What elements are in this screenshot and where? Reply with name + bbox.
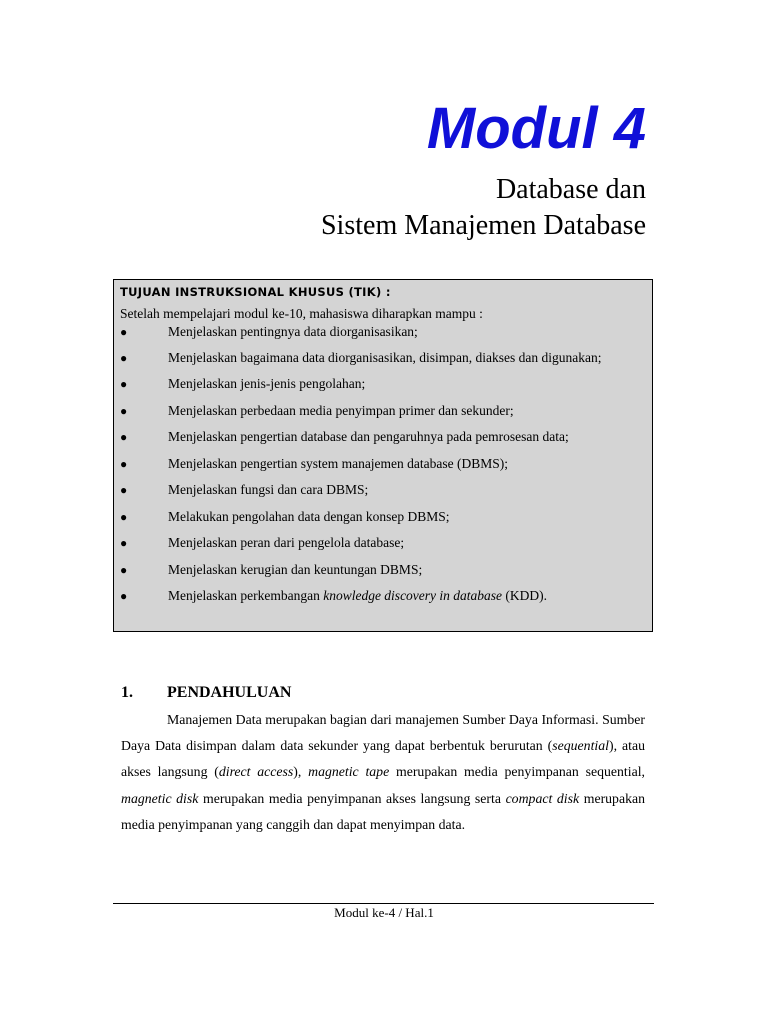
list-item bbox=[120, 323, 644, 341]
module-title: Modul 4 bbox=[426, 96, 646, 161]
list-item-text-italic: knowledge discovery in database bbox=[323, 588, 503, 603]
paragraph-italic: magnetic tape bbox=[308, 764, 390, 780]
list-item-text: Menjelaskan perbedaan media penyimpan primer dan sekunder; bbox=[168, 402, 514, 418]
paragraph-text: merupakan media penyimpanan yang canggih dan dapat menyimpan data. bbox=[121, 790, 645, 832]
list-item-text: Menjelaskan pengertian database dan pengaruhnya pada pemrosesan data; bbox=[168, 429, 569, 444]
tik-list bbox=[120, 323, 644, 610]
list-item-text: Menjelaskan fungsi dan cara DBMS; bbox=[168, 482, 369, 497]
page-footer: Modul ke-4 / Hal.1 bbox=[334, 905, 434, 920]
paragraph-italic: sequential bbox=[552, 738, 609, 754]
paragraph-text: ), atau akses langsung ( bbox=[121, 738, 645, 780]
bullet-icon: ● bbox=[120, 403, 128, 418]
bullet-icon: ● bbox=[120, 456, 128, 471]
list-item bbox=[120, 583, 644, 610]
paragraph-text: Manajemen Data merupakan bagian dari manajemen Sumber Daya Informasi. Sumber Daya Data disimpan dalam data sekunder yang dapat berbentuk berurutan ( bbox=[121, 712, 645, 754]
subtitle-line-2: Sistem Manajemen Database bbox=[320, 210, 646, 241]
list-item-text-prefix: Menjelaskan perkembangan bbox=[168, 588, 324, 603]
subtitle-line-1: Database dan bbox=[495, 174, 646, 205]
paragraph-italic: magnetic disk bbox=[121, 790, 199, 806]
section-title: PENDAHULUAN bbox=[167, 684, 292, 701]
footer-divider bbox=[113, 903, 654, 904]
paragraph-text: merupakan media penyimpanan akses langsung serta bbox=[198, 790, 506, 806]
section-heading bbox=[121, 682, 291, 704]
list-item-text: Menjelaskan peran dari pengelola database; bbox=[168, 535, 405, 550]
list-item-text-suffix: (KDD). bbox=[502, 588, 548, 603]
list-item bbox=[120, 345, 644, 371]
list-item bbox=[120, 530, 644, 557]
paragraph bbox=[121, 707, 645, 838]
bullet-icon: ● bbox=[120, 430, 128, 444]
list-item-text: Menjelaskan bagaimana data diorganisasikan, disimpan, diakses dan digunakan; bbox=[168, 350, 602, 365]
list-item-text: Menjelaskan kerugian dan keuntungan DBMS; bbox=[168, 561, 423, 577]
list-item bbox=[120, 424, 644, 451]
list-item-text: Menjelaskan jenis-jenis pengolahan; bbox=[168, 376, 366, 391]
list-item-text: Menjelaskan pengertian system manajemen database (DBMS); bbox=[168, 455, 509, 471]
list-item bbox=[120, 398, 644, 425]
tik-intro: Setelah mempelajari modul ke-10, mahasiswa diharapkan mampu : bbox=[120, 306, 483, 321]
bullet-icon: ● bbox=[120, 562, 128, 577]
paragraph-text: merupakan media penyimpanan sequential, bbox=[389, 764, 645, 780]
list-item-text: Melakukan pengolahan data dengan konsep DBMS; bbox=[168, 508, 450, 524]
paragraph-text: ), bbox=[293, 764, 309, 780]
bullet-icon: ● bbox=[120, 589, 128, 603]
paragraph-italic: direct access bbox=[218, 764, 294, 780]
tik-heading: TUJUAN INSTRUKSIONAL KHUSUS (TIK) : bbox=[120, 285, 391, 299]
list-item bbox=[120, 477, 644, 504]
section-body bbox=[121, 707, 645, 838]
list-item bbox=[120, 371, 644, 398]
bullet-icon: ● bbox=[120, 509, 128, 524]
bullet-icon: ● bbox=[120, 483, 128, 497]
module-subtitle bbox=[321, 172, 646, 244]
bullet-icon: ● bbox=[120, 377, 128, 391]
bullet-icon: ● bbox=[120, 325, 128, 339]
section-number: 1. bbox=[121, 684, 133, 701]
list-item bbox=[120, 504, 644, 531]
list-item-text: Menjelaskan pentingnya data diorganisasikan; bbox=[168, 324, 418, 339]
tik-box bbox=[113, 279, 653, 632]
bullet-icon: ● bbox=[120, 536, 128, 550]
list-item bbox=[120, 557, 644, 584]
list-item bbox=[120, 451, 644, 478]
bullet-icon: ● bbox=[120, 351, 128, 365]
paragraph-italic: compact disk bbox=[505, 790, 580, 806]
